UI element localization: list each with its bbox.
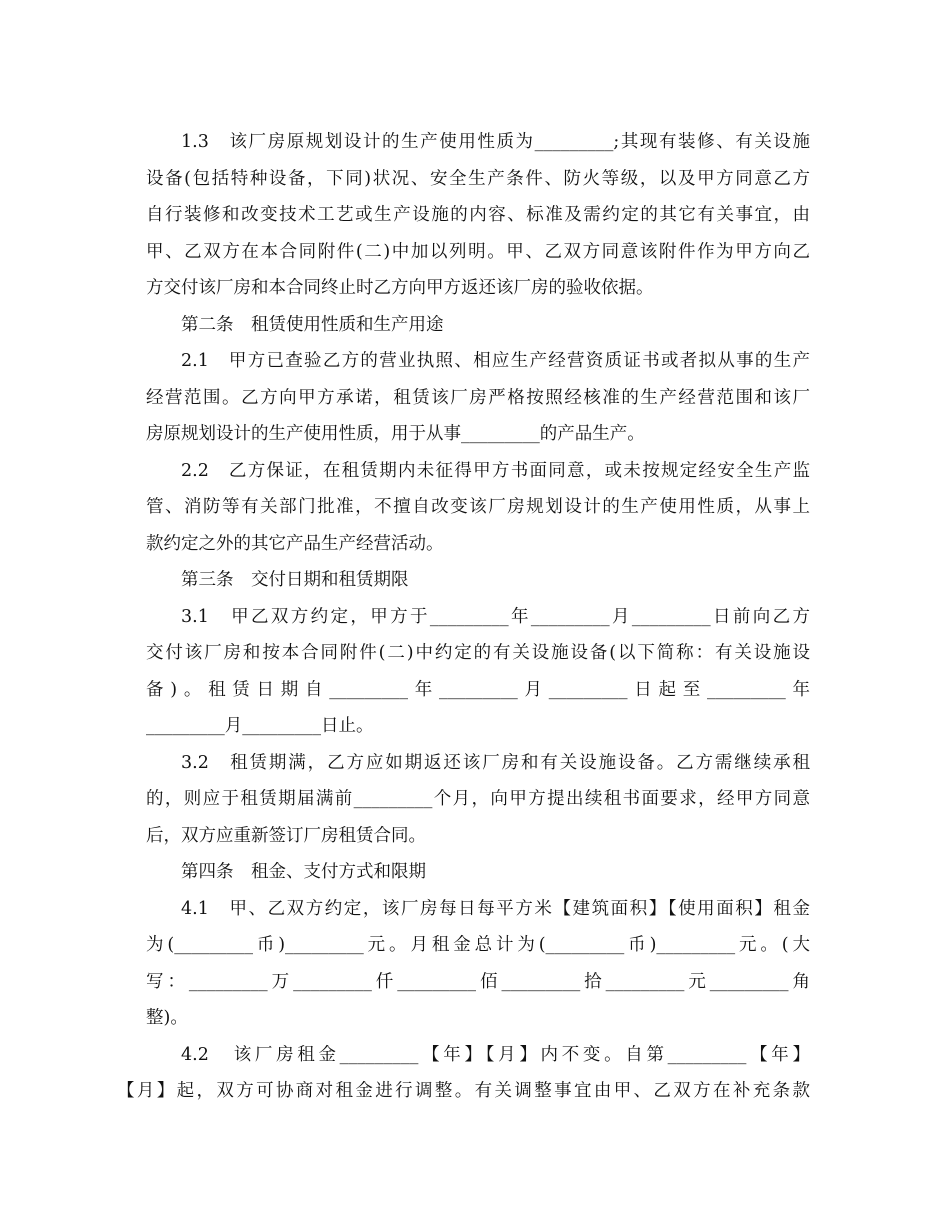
- clause-2-2: [146, 453, 810, 563]
- text-line: 交付该厂房和按本合同附件(二)中约定的有关设施设备(以下简称：有关设施设: [146, 643, 810, 663]
- text-line: _________月_________日止。: [146, 716, 374, 736]
- text-line: 款约定之外的其它产品生产经营活动。: [146, 533, 444, 554]
- text-line: 经营范围。乙方向甲方承诺，租赁该厂房严格按照经核准的生产经营范围和该厂: [146, 387, 810, 408]
- text-line: 4.2 该厂房租金_________【年】【月】内不变。自第_________【年】: [181, 1044, 810, 1065]
- text-line: 管、消防等有关部门批准，不擅自改变该厂房规划设计的生产使用性质，从事上: [146, 497, 810, 517]
- article-heading: 第二条 租赁使用性质和生产用途: [181, 314, 444, 335]
- text-line: 为(_________币)_________元。月租金总计为(_________币)_________元。(大: [146, 935, 810, 955]
- text-line: 整)。: [146, 1008, 188, 1028]
- text-line: 3.2 租赁期满，乙方应如期返还该厂房和有关设施设备。乙方需继续承租: [181, 752, 810, 773]
- text-line: 1.3 该厂房原规划设计的生产使用性质为_________;其现有装修、有关设施: [181, 132, 810, 152]
- text-line: 方交付该厂房和本合同终止时乙方向甲方返还该厂房的验收依据。: [146, 278, 654, 298]
- text-line: 设备(包括特种设备，下同)状况、安全生产条件、防火等级，以及甲方同意乙方: [146, 168, 810, 189]
- clause-3-1: [146, 599, 810, 745]
- clause-3-2: [146, 745, 810, 855]
- clause-1-3: [146, 124, 810, 307]
- text-line: 4.1 甲、乙双方约定，该厂房每日每平方米【建筑面积】【使用面积】租金: [181, 898, 810, 919]
- text-line: 的，则应于租赁期届满前_________个月，向甲方提出续租书面要求，经甲方同意: [146, 789, 810, 809]
- text-line: 房原规划设计的生产使用性质，用于从事_________的产品生产。: [146, 424, 645, 444]
- text-line: 2.2 乙方保证，在租赁期内未征得甲方书面同意，或未按规定经安全生产监: [181, 460, 810, 481]
- text-line: 甲、乙双方在本合同附件(二)中加以列明。甲、乙双方同意该附件作为甲方向乙: [146, 241, 810, 262]
- text-line: 备)。租赁日期自_________年_________月_________日起至_________年: [146, 679, 810, 700]
- clause-4-2: [117, 1037, 810, 1110]
- clause-2-1: [146, 343, 810, 453]
- text-line: 后，双方应重新签订厂房租赁合同。: [146, 825, 426, 846]
- text-line: 3.1 甲乙双方约定，甲方于_________年_________月_________日前向乙方: [181, 606, 810, 627]
- text-line: 写：_________万_________仟_________佰_________拾_________元_________角: [146, 971, 810, 992]
- clause-4-1: [146, 891, 810, 1037]
- article-2-heading: [146, 307, 810, 344]
- text-line: 2.1 甲方已查验乙方的营业执照、相应生产经营资质证书或者拟从事的生产: [181, 351, 810, 371]
- text-line: 自行装修和改变技术工艺或生产设施的内容、标准及需约定的其它有关事宜，由: [146, 205, 810, 225]
- article-4-heading: [146, 854, 810, 891]
- contract-page: [117, 124, 810, 1110]
- text-line: 【月】起，双方可协商对租金进行调整。有关调整事宜由甲、乙双方在补充条款: [117, 1081, 810, 1101]
- article-3-heading: [146, 562, 810, 599]
- article-heading: 第三条 交付日期和租赁期限: [181, 570, 409, 590]
- article-heading: 第四条 租金、支付方式和限期: [181, 862, 426, 882]
